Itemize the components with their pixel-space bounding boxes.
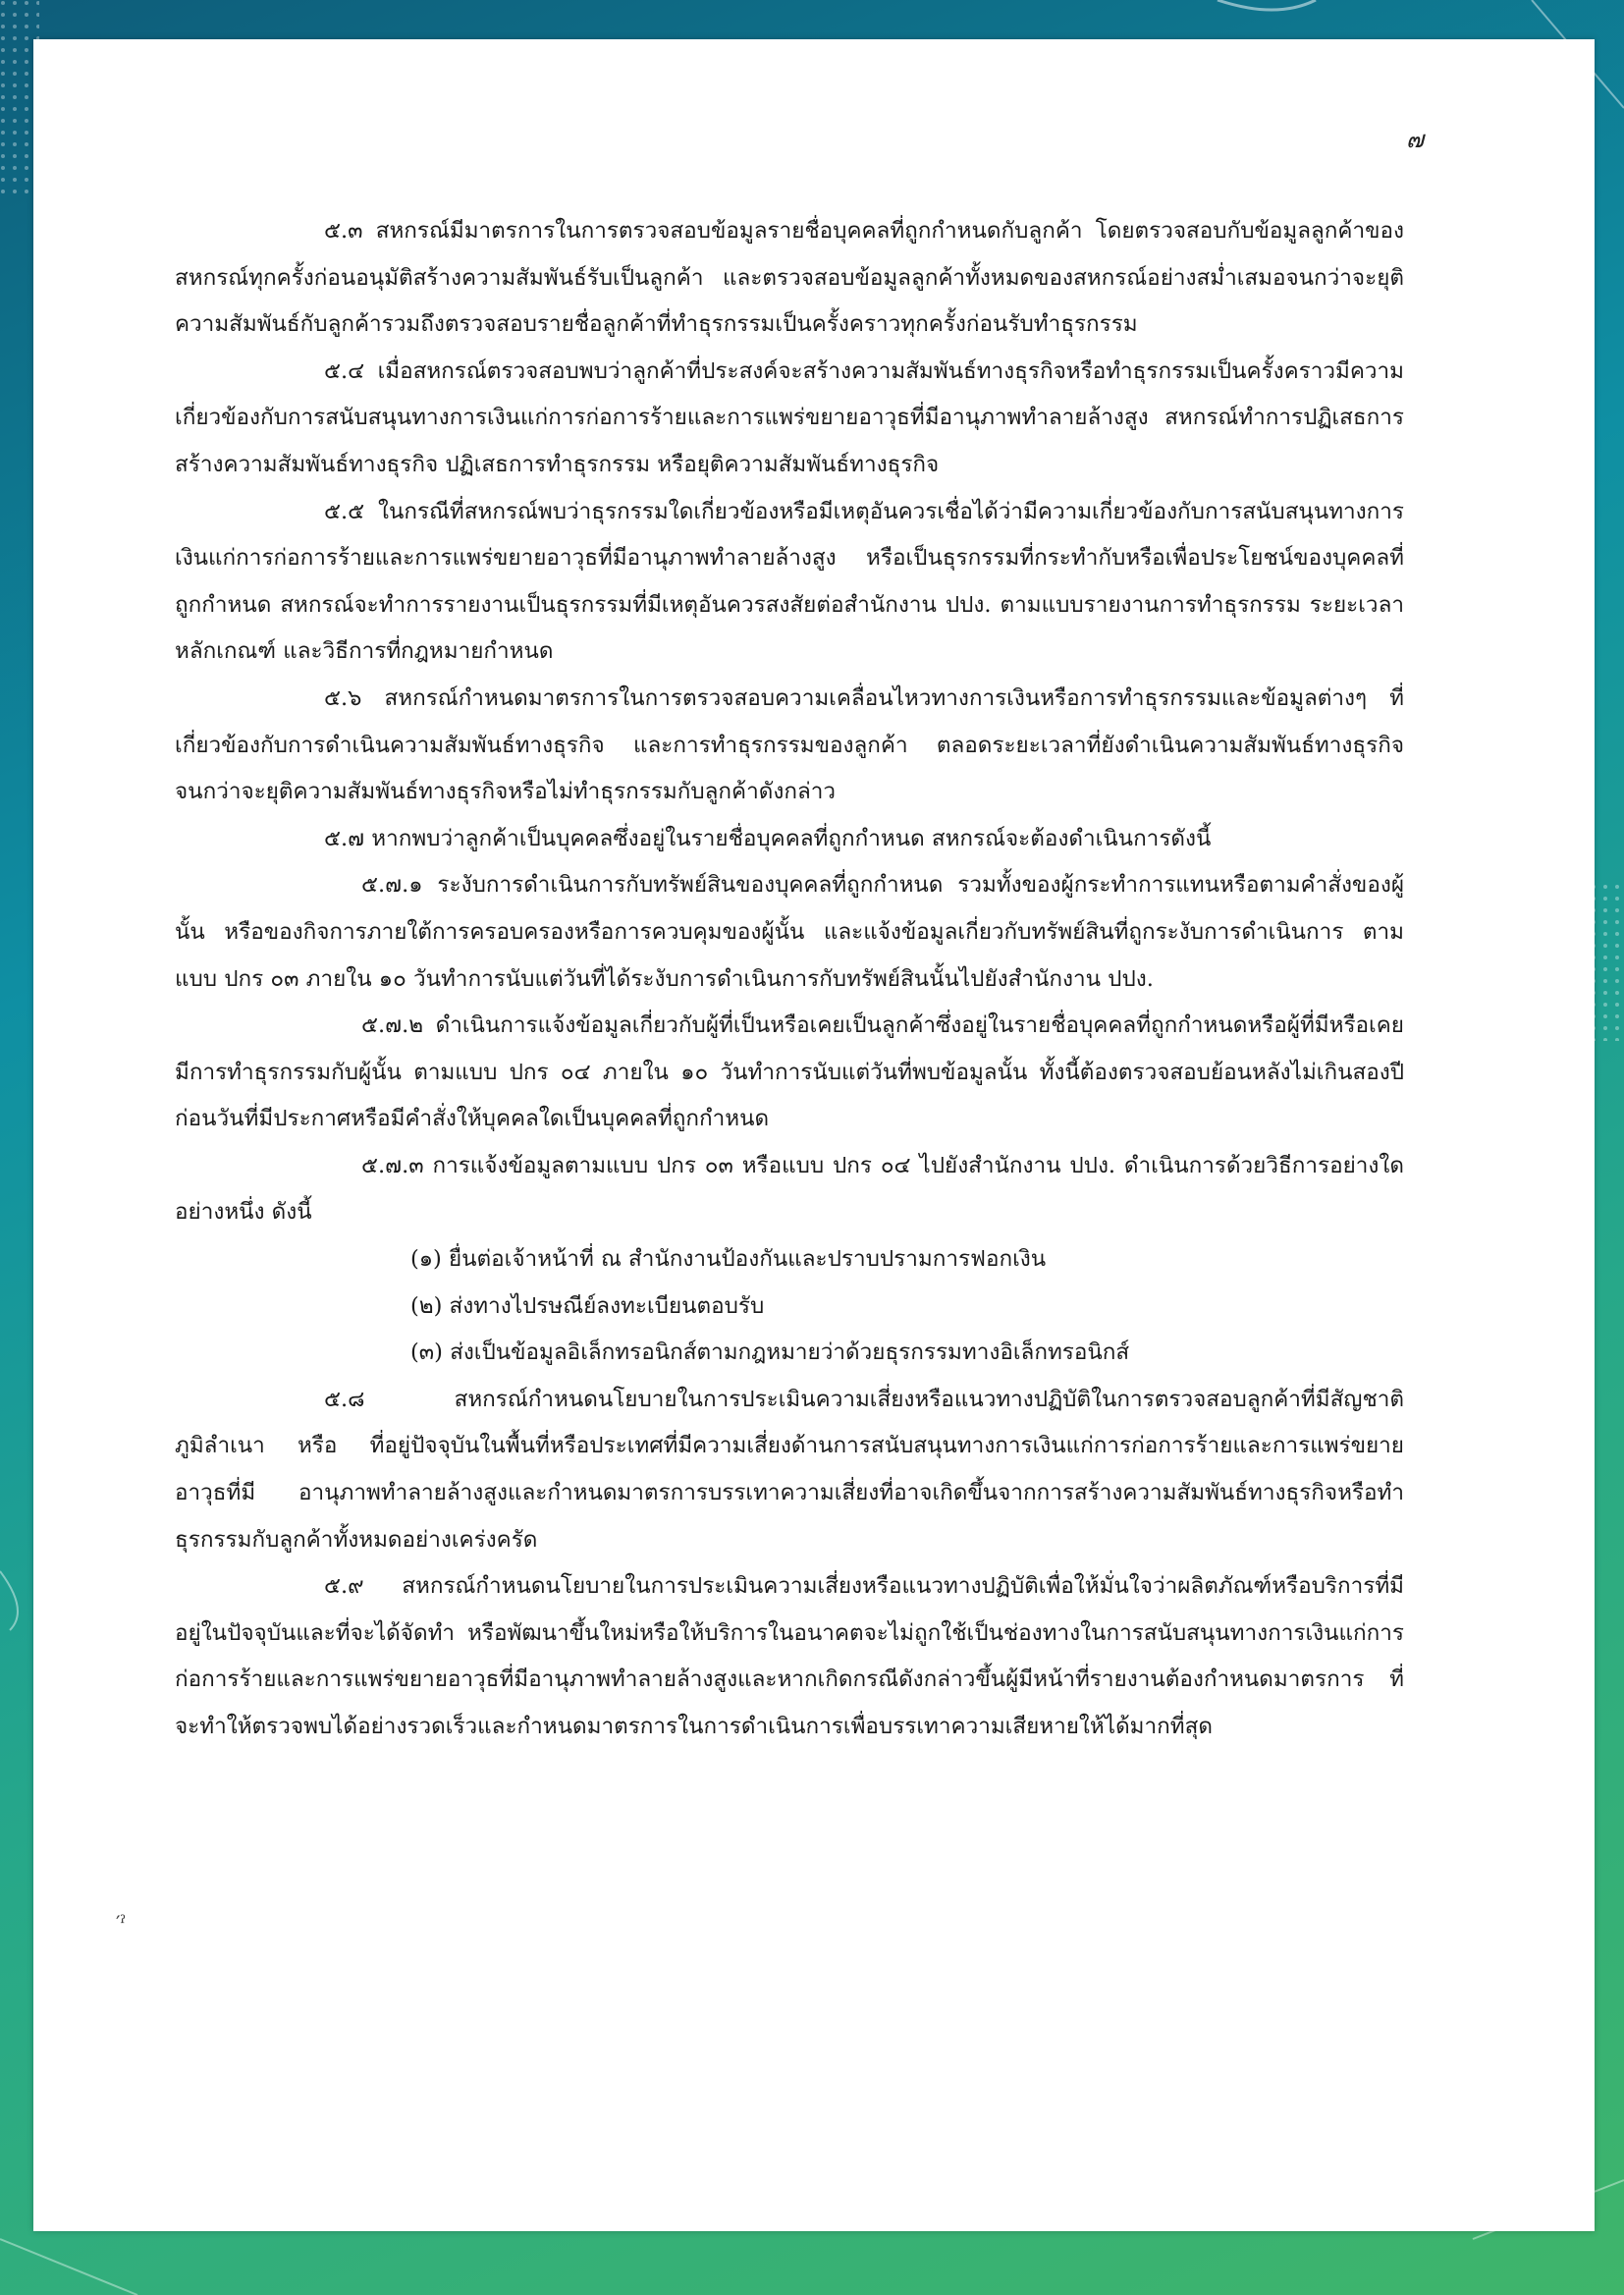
paragraph-5-5: ๕.๕ ในกรณีที่สหกรณ์พบว่าธุรกรรมใดเกี่ยวข้องหรือมีเหตุอันควรเชื่อได้ว่ามีความเกี่ยวข้องกับการสนับสนุนทางการเงินแก่การก่อการร้ายและการแพร่ขยายอาวุธที่มีอานุภาพทำลายล้างสูง หรือเป็นธุรกรรมที่กระทำกับหรือเพื่อประโยชน์ของบุคคลที่ถูกกำหนด สหกรณ์จะทำการรายงานเป็นธุรกรรมที่มีเหตุอันควรสงสัยต่อสำนักงาน ปปง. ตามแบบรายงานการทำธุรกรรม ระยะเวลา หลักเกณฑ์ และวิธีการที่กฎหมายกำหนด	[175, 498, 1404, 665]
paragraph-5-3: ๕.๓ สหกรณ์มีมาตรการในการตรวจสอบข้อมูลรายชื่อบุคคลที่ถูกกำหนดกับลูกค้า โดยตรวจสอบกับข้อมูลลูกค้าของสหกรณ์ทุกครั้งก่อนอนุมัติสร้างความสัมพันธ์รับเป็นลูกค้า และตรวจสอบข้อมูลลูกค้าทั้งหมดของสหกรณ์อย่างสม่ำเสมอจนกว่าจะยุติ ความสัมพันธ์กับลูกค้ารวมถึงตรวจสอบรายชื่อลูกค้าที่ทำธุรกรรมเป็นครั้งคราวทุกครั้งก่อนรับทำธุรกรรม	[175, 218, 1404, 338]
margin-mark: ′ˀ	[116, 1911, 127, 1935]
paragraph-5-9: ๕.๙ สหกรณ์กำหนดนโยบายในการประเมินความเสี่ยงหรือแนวทางปฏิบัติเพื่อให้มั่นใจว่าผลิตภัณฑ์หรือบริการที่มี อยู่ในปัจจุบันและที่จะได้จัดทำ หรือพัฒนาขึ้นใหม่หรือให้บริการในอนาคตจะไม่ถูกใช้เป็นช่องทางในการสนับสนุนทางการเงินแก่การก่อการร้ายและการแพร่ขยายอาวุธที่มีอานุภาพทำลายล้างสูงและหากเกิดกรณีดังกล่าวขึ้นผู้มีหน้าที่รายงานต้องกำหนดมาตรการ ที่จะทำให้ตรวจพบได้อย่างรวดเร็วและกำหนดมาตรการในการดำเนินการเพื่อบรรเทาความเสียหายให้ได้มากที่สุด	[175, 1573, 1404, 1739]
page-number: ๗	[1406, 126, 1425, 153]
list-item-electronic: (๓) ส่งเป็นข้อมูลอิเล็กทรอนิกส์ตามกฎหมายว่าด้วยธุรกรรมทางอิเล็กทรอนิกส์	[410, 1339, 1130, 1366]
paragraph-5-7-1: ๕.๗.๑ ระงับการดำเนินการกับทรัพย์สินของบุคคลที่ถูกกำหนด รวมทั้งของผู้กระทำการแทนหรือตามคำสั่งของผู้นั้น หรือของกิจการภายใต้การครอบครองหรือการควบคุมของผู้นั้น และแจ้งข้อมูลเกี่ยวกับทรัพย์สินที่ถูกระงับการดำเนินการ ตามแบบ ปกร ๐๓ ภายใน ๑๐ วันทำการนับแต่วันที่ได้ระงับการดำเนินการกับทรัพย์สินนั้นไปยังสำนักงาน ปปง.	[175, 872, 1404, 992]
paragraph-5-7-2: ๕.๗.๒ ดำเนินการแจ้งข้อมูลเกี่ยวกับผู้ที่เป็นหรือเคยเป็นลูกค้าซึ่งอยู่ในรายชื่อบุคคลที่ถูกกำหนดหรือผู้ที่มีหรือเคยมีการทำธุรกรรมกับผู้นั้น ตามแบบ ปกร ๐๔ ภายใน ๑๐ วันทำการนับแต่วันที่พบข้อมูลนั้น ทั้งนี้ต้องตรวจสอบย้อนหลังไม่เกินสองปีก่อนวันที่มีประกาศหรือมีคำสั่งให้บุคคลใดเป็นบุคคลที่ถูกกำหนด	[175, 1012, 1404, 1132]
paragraph-5-8: ๕.๘ สหกรณ์กำหนดนโยบายในการประเมินความเสี่ยงหรือแนวทางปฏิบัติในการตรวจสอบลูกค้าที่มีสัญชาติ ภูมิลำเนา หรือ ที่อยู่ปัจจุบันในพื้นที่หรือประเทศที่มีความเสี่ยงด้านการสนับสนุนทางการเงินแก่การก่อการร้ายและการแพร่ขยายอาวุธที่มี อานุภาพทำลายล้างสูงและกำหนดมาตรการบรรเทาความเสี่ยงที่อาจเกิดขึ้นจากการสร้างความสัมพันธ์ทางธุรกิจหรือทำธุรกรรมกับลูกค้าทั้งหมดอย่างเคร่งครัด	[175, 1386, 1404, 1553]
list-item-submit-in-person: (๑) ยื่นต่อเจ้าหน้าที่ ณ สำนักงานป้องกันและปราบปรามการฟอกเงิน	[410, 1246, 1047, 1273]
paragraph-5-6: ๕.๖ สหกรณ์กำหนดมาตรการในการตรวจสอบความเคลื่อนไหวทางการเงินหรือการทำธุรกรรมและข้อมูลต่างๆ ที่เกี่ยวข้องกับการดำเนินความสัมพันธ์ทางธุรกิจ และการทำธุรกรรมของลูกค้า ตลอดระยะเวลาที่ยังดำเนินความสัมพันธ์ทางธุรกิจ จนกว่าจะยุติความสัมพันธ์ทางธุรกิจหรือไม่ทำธุรกรรมกับลูกค้าดังกล่าว	[175, 684, 1404, 805]
paragraph-5-4: ๕.๔ เมื่อสหกรณ์ตรวจสอบพบว่าลูกค้าที่ประสงค์จะสร้างความสัมพันธ์ทางธุรกิจหรือทำธุรกรรมเป็นครั้งคราวมีความเกี่ยวข้องกับการสนับสนุนทางการเงินแก่การก่อการร้ายและการแพร่ขยายอาวุธที่มีอานุภาพทำลายล้างสูง สหกรณ์ทำการปฏิเสธการสร้างความสัมพันธ์ทางธุรกิจ ปฏิเสธการทำธุรกรรม หรือยุติความสัมพันธ์ทางธุรกิจ	[175, 357, 1404, 477]
paragraph-5-7-3: ๕.๗.๓ การแจ้งข้อมูลตามแบบ ปกร ๐๓ หรือแบบ ปกร ๐๔ ไปยังสำนักงาน ปปง. ดำเนินการด้วยวิธีการอย่างใดอย่างหนึ่ง ดังนี้	[175, 1152, 1404, 1226]
document-body	[175, 208, 1404, 1751]
paragraph-5-7: ๕.๗ หากพบว่าลูกค้าเป็นบุคคลซึ่งอยู่ในรายชื่อบุคคลที่ถูกกำหนด สหกรณ์จะต้องดำเนินการดังนี้	[324, 825, 1212, 851]
list-item-registered-mail: (๒) ส่งทางไปรษณีย์ลงทะเบียนตอบรับ	[410, 1292, 765, 1319]
